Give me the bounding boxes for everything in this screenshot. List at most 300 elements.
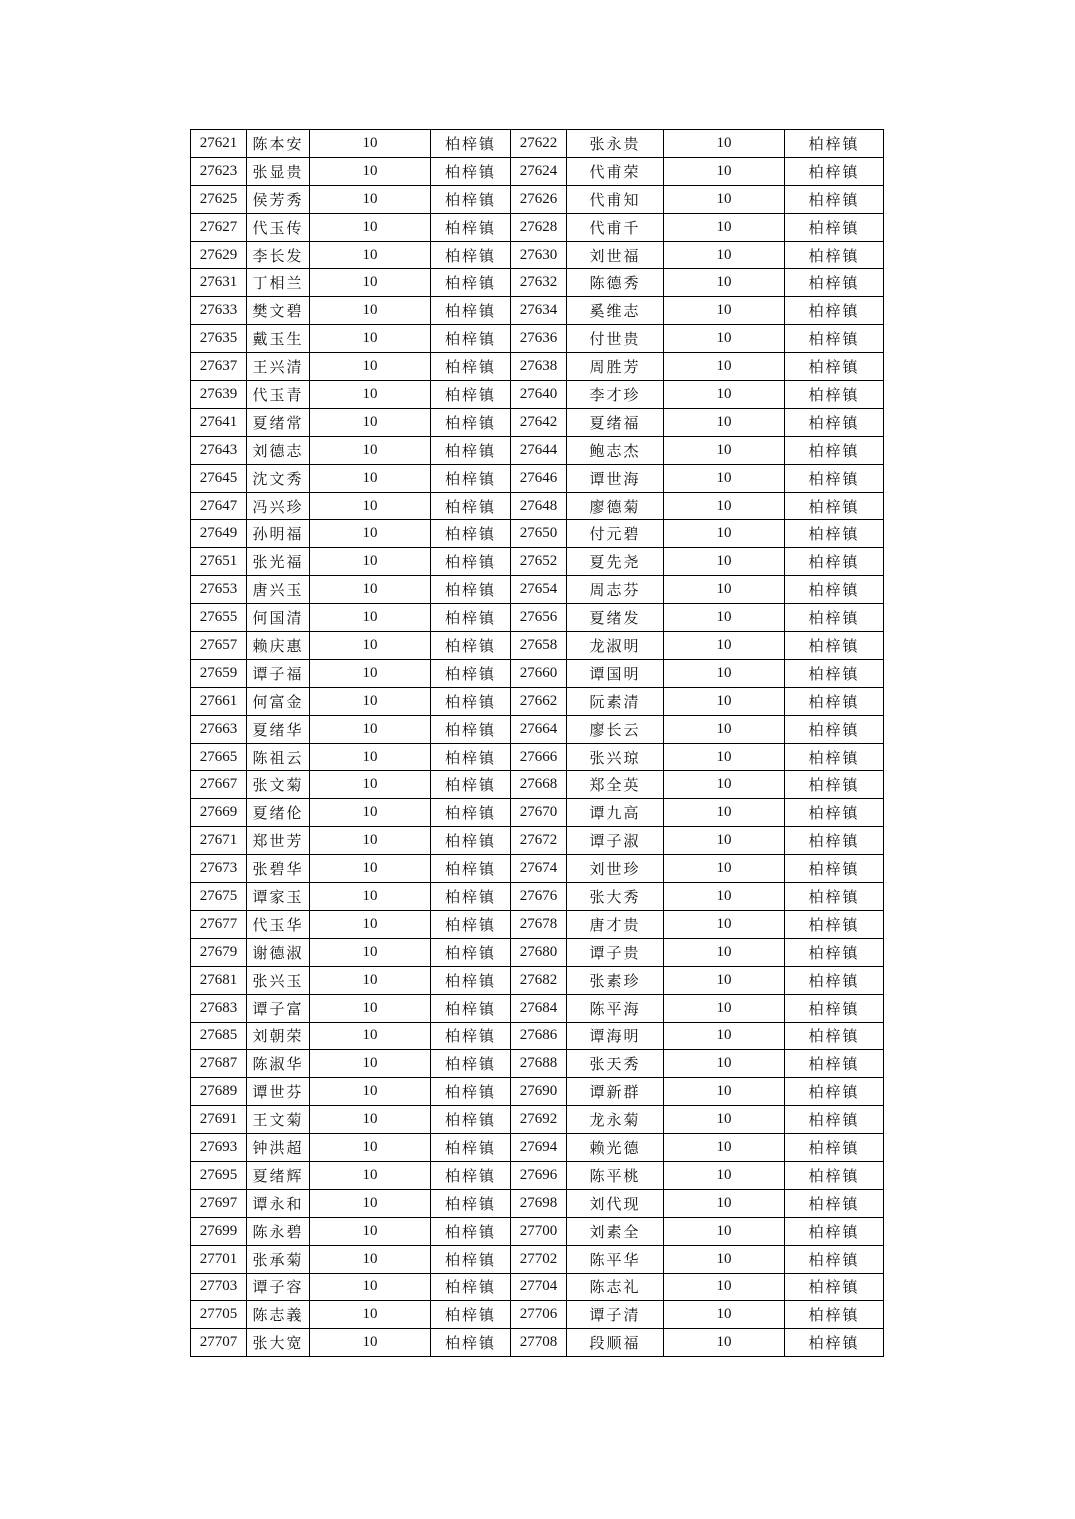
id-cell: 27656: [511, 604, 567, 632]
amount-cell: 10: [664, 464, 785, 492]
name-cell: 孙明福: [247, 520, 310, 548]
id-cell: 27653: [191, 576, 247, 604]
id-cell: 27652: [511, 548, 567, 576]
amount-cell: 10: [310, 1078, 431, 1106]
name-cell: 沈文秀: [247, 464, 310, 492]
amount-cell: 10: [664, 548, 785, 576]
table-row: [191, 1050, 884, 1078]
town-cell: 柏梓镇: [431, 659, 511, 687]
town-cell: 柏梓镇: [431, 1106, 511, 1134]
town-cell: 柏梓镇: [785, 632, 884, 660]
table-row: [191, 855, 884, 883]
amount-cell: 10: [310, 1106, 431, 1134]
town-cell: 柏梓镇: [785, 1050, 884, 1078]
id-cell: 27627: [191, 213, 247, 241]
name-cell: 陈祖云: [247, 743, 310, 771]
amount-cell: 10: [310, 353, 431, 381]
name-cell: 谭九高: [567, 799, 664, 827]
town-cell: 柏梓镇: [785, 1078, 884, 1106]
name-cell: 龙淑明: [567, 632, 664, 660]
id-cell: 27707: [191, 1329, 247, 1357]
table-row: [191, 1301, 884, 1329]
id-cell: 27685: [191, 1022, 247, 1050]
id-cell: 27706: [511, 1301, 567, 1329]
id-cell: 27644: [511, 436, 567, 464]
amount-cell: 10: [664, 1245, 785, 1273]
id-cell: 27641: [191, 408, 247, 436]
amount-cell: 10: [664, 408, 785, 436]
id-cell: 27675: [191, 883, 247, 911]
town-cell: 柏梓镇: [431, 213, 511, 241]
town-cell: 柏梓镇: [785, 771, 884, 799]
id-cell: 27657: [191, 632, 247, 660]
town-cell: 柏梓镇: [431, 1050, 511, 1078]
id-cell: 27683: [191, 994, 247, 1022]
table-row: [191, 883, 884, 911]
table-row: [191, 1217, 884, 1245]
name-cell: 张显贵: [247, 157, 310, 185]
town-cell: 柏梓镇: [431, 436, 511, 464]
name-cell: 张素珍: [567, 966, 664, 994]
id-cell: 27654: [511, 576, 567, 604]
id-cell: 27678: [511, 910, 567, 938]
name-cell: 张永贵: [567, 130, 664, 158]
name-cell: 张承菊: [247, 1245, 310, 1273]
amount-cell: 10: [310, 632, 431, 660]
table-row: [191, 1134, 884, 1162]
town-cell: 柏梓镇: [431, 520, 511, 548]
name-cell: 谭子容: [247, 1273, 310, 1301]
name-cell: 赖庆惠: [247, 632, 310, 660]
amount-cell: 10: [310, 910, 431, 938]
name-cell: 郑世芳: [247, 827, 310, 855]
amount-cell: 10: [664, 1050, 785, 1078]
name-cell: 张兴琼: [567, 743, 664, 771]
name-cell: 谭世海: [567, 464, 664, 492]
id-cell: 27703: [191, 1273, 247, 1301]
id-cell: 27660: [511, 659, 567, 687]
town-cell: 柏梓镇: [785, 715, 884, 743]
name-cell: 张光福: [247, 548, 310, 576]
id-cell: 27708: [511, 1329, 567, 1357]
town-cell: 柏梓镇: [785, 966, 884, 994]
id-cell: 27671: [191, 827, 247, 855]
amount-cell: 10: [664, 269, 785, 297]
id-cell: 27682: [511, 966, 567, 994]
town-cell: 柏梓镇: [785, 269, 884, 297]
id-cell: 27624: [511, 157, 567, 185]
amount-cell: 10: [664, 353, 785, 381]
amount-cell: 10: [310, 381, 431, 409]
table-row: [191, 604, 884, 632]
name-cell: 代甫荣: [567, 157, 664, 185]
id-cell: 27663: [191, 715, 247, 743]
amount-cell: 10: [310, 687, 431, 715]
amount-cell: 10: [310, 715, 431, 743]
amount-cell: 10: [664, 1189, 785, 1217]
name-cell: 何国清: [247, 604, 310, 632]
name-cell: 代玉青: [247, 381, 310, 409]
id-cell: 27650: [511, 520, 567, 548]
name-cell: 代甫知: [567, 185, 664, 213]
amount-cell: 10: [310, 743, 431, 771]
amount-cell: 10: [310, 799, 431, 827]
id-cell: 27646: [511, 464, 567, 492]
name-cell: 陈志礼: [567, 1273, 664, 1301]
table-row: [191, 269, 884, 297]
town-cell: 柏梓镇: [785, 1161, 884, 1189]
amount-cell: 10: [664, 520, 785, 548]
name-cell: 陈平华: [567, 1245, 664, 1273]
table-row: [191, 827, 884, 855]
town-cell: 柏梓镇: [431, 715, 511, 743]
amount-cell: 10: [664, 799, 785, 827]
town-cell: 柏梓镇: [431, 910, 511, 938]
amount-cell: 10: [664, 1301, 785, 1329]
town-cell: 柏梓镇: [785, 1245, 884, 1273]
id-cell: 27662: [511, 687, 567, 715]
name-cell: 陈淑华: [247, 1050, 310, 1078]
amount-cell: 10: [664, 659, 785, 687]
id-cell: 27705: [191, 1301, 247, 1329]
name-cell: 陈平海: [567, 994, 664, 1022]
name-cell: 夏先尧: [567, 548, 664, 576]
table-row: [191, 771, 884, 799]
name-cell: 谭子贵: [567, 938, 664, 966]
id-cell: 27648: [511, 492, 567, 520]
amount-cell: 10: [310, 1134, 431, 1162]
amount-cell: 10: [664, 938, 785, 966]
town-cell: 柏梓镇: [785, 492, 884, 520]
town-cell: 柏梓镇: [785, 994, 884, 1022]
id-cell: 27701: [191, 1245, 247, 1273]
id-cell: 27651: [191, 548, 247, 576]
town-cell: 柏梓镇: [785, 213, 884, 241]
table-row: [191, 910, 884, 938]
name-cell: 谭子富: [247, 994, 310, 1022]
id-cell: 27687: [191, 1050, 247, 1078]
town-cell: 柏梓镇: [431, 1078, 511, 1106]
amount-cell: 10: [664, 576, 785, 604]
table-row: [191, 1161, 884, 1189]
table-row: [191, 436, 884, 464]
town-cell: 柏梓镇: [785, 436, 884, 464]
name-cell: 钟洪超: [247, 1134, 310, 1162]
name-cell: 刘朝荣: [247, 1022, 310, 1050]
name-cell: 戴玉生: [247, 325, 310, 353]
town-cell: 柏梓镇: [431, 297, 511, 325]
amount-cell: 10: [310, 1329, 431, 1357]
id-cell: 27670: [511, 799, 567, 827]
amount-cell: 10: [310, 1050, 431, 1078]
amount-cell: 10: [664, 855, 785, 883]
id-cell: 27625: [191, 185, 247, 213]
id-cell: 27696: [511, 1161, 567, 1189]
id-cell: 27693: [191, 1134, 247, 1162]
id-cell: 27692: [511, 1106, 567, 1134]
id-cell: 27623: [191, 157, 247, 185]
amount-cell: 10: [664, 492, 785, 520]
town-cell: 柏梓镇: [431, 408, 511, 436]
town-cell: 柏梓镇: [785, 353, 884, 381]
table-row: [191, 1078, 884, 1106]
id-cell: 27659: [191, 659, 247, 687]
name-cell: 夏绪伦: [247, 799, 310, 827]
town-cell: 柏梓镇: [431, 1245, 511, 1273]
amount-cell: 10: [664, 241, 785, 269]
amount-cell: 10: [664, 883, 785, 911]
town-cell: 柏梓镇: [431, 464, 511, 492]
name-cell: 侯芳秀: [247, 185, 310, 213]
table-row: [191, 548, 884, 576]
amount-cell: 10: [310, 1022, 431, 1050]
town-cell: 柏梓镇: [785, 325, 884, 353]
town-cell: 柏梓镇: [785, 1022, 884, 1050]
id-cell: 27680: [511, 938, 567, 966]
id-cell: 27681: [191, 966, 247, 994]
id-cell: 27647: [191, 492, 247, 520]
id-cell: 27626: [511, 185, 567, 213]
table-row: [191, 687, 884, 715]
name-cell: 张大秀: [567, 883, 664, 911]
id-cell: 27695: [191, 1161, 247, 1189]
amount-cell: 10: [310, 464, 431, 492]
town-cell: 柏梓镇: [431, 743, 511, 771]
name-cell: 王文菊: [247, 1106, 310, 1134]
table-row: [191, 130, 884, 158]
amount-cell: 10: [664, 130, 785, 158]
id-cell: 27636: [511, 325, 567, 353]
name-cell: 陈本安: [247, 130, 310, 158]
id-cell: 27631: [191, 269, 247, 297]
name-cell: 冯兴珍: [247, 492, 310, 520]
id-cell: 27633: [191, 297, 247, 325]
amount-cell: 10: [310, 130, 431, 158]
name-cell: 谭子清: [567, 1301, 664, 1329]
name-cell: 阮素清: [567, 687, 664, 715]
id-cell: 27638: [511, 353, 567, 381]
amount-cell: 10: [310, 604, 431, 632]
amount-cell: 10: [310, 1217, 431, 1245]
table-row: [191, 576, 884, 604]
town-cell: 柏梓镇: [785, 548, 884, 576]
amount-cell: 10: [310, 241, 431, 269]
amount-cell: 10: [664, 632, 785, 660]
amount-cell: 10: [310, 827, 431, 855]
town-cell: 柏梓镇: [785, 1301, 884, 1329]
town-cell: 柏梓镇: [431, 799, 511, 827]
name-cell: 刘世福: [567, 241, 664, 269]
name-cell: 付世贵: [567, 325, 664, 353]
table-row: [191, 1022, 884, 1050]
name-cell: 丁相兰: [247, 269, 310, 297]
town-cell: 柏梓镇: [431, 492, 511, 520]
name-cell: 夏绪辉: [247, 1161, 310, 1189]
amount-cell: 10: [664, 1022, 785, 1050]
table-row: [191, 297, 884, 325]
town-cell: 柏梓镇: [431, 1273, 511, 1301]
town-cell: 柏梓镇: [785, 464, 884, 492]
table-row: [191, 185, 884, 213]
name-cell: 周志芬: [567, 576, 664, 604]
name-cell: 张兴玉: [247, 966, 310, 994]
town-cell: 柏梓镇: [785, 381, 884, 409]
amount-cell: 10: [664, 604, 785, 632]
town-cell: 柏梓镇: [785, 1134, 884, 1162]
id-cell: 27645: [191, 464, 247, 492]
id-cell: 27637: [191, 353, 247, 381]
table-row: [191, 213, 884, 241]
amount-cell: 10: [664, 1329, 785, 1357]
amount-cell: 10: [310, 966, 431, 994]
town-cell: 柏梓镇: [785, 1273, 884, 1301]
amount-cell: 10: [664, 994, 785, 1022]
id-cell: 27691: [191, 1106, 247, 1134]
id-cell: 27639: [191, 381, 247, 409]
town-cell: 柏梓镇: [431, 632, 511, 660]
name-cell: 龙永菊: [567, 1106, 664, 1134]
name-cell: 刘代现: [567, 1189, 664, 1217]
table-row: [191, 241, 884, 269]
table-row: [191, 353, 884, 381]
town-cell: 柏梓镇: [431, 1301, 511, 1329]
name-cell: 谭新群: [567, 1078, 664, 1106]
name-cell: 唐才贵: [567, 910, 664, 938]
amount-cell: 10: [664, 743, 785, 771]
table-row: [191, 408, 884, 436]
id-cell: 27621: [191, 130, 247, 158]
table-row: [191, 659, 884, 687]
town-cell: 柏梓镇: [431, 130, 511, 158]
town-cell: 柏梓镇: [785, 1106, 884, 1134]
name-cell: 谭海明: [567, 1022, 664, 1050]
amount-cell: 10: [310, 408, 431, 436]
id-cell: 27642: [511, 408, 567, 436]
amount-cell: 10: [664, 325, 785, 353]
id-cell: 27666: [511, 743, 567, 771]
town-cell: 柏梓镇: [785, 604, 884, 632]
town-cell: 柏梓镇: [431, 548, 511, 576]
id-cell: 27704: [511, 1273, 567, 1301]
amount-cell: 10: [310, 855, 431, 883]
name-cell: 张大宽: [247, 1329, 310, 1357]
amount-cell: 10: [310, 548, 431, 576]
id-cell: 27674: [511, 855, 567, 883]
town-cell: 柏梓镇: [431, 1134, 511, 1162]
town-cell: 柏梓镇: [431, 157, 511, 185]
name-cell: 刘世珍: [567, 855, 664, 883]
town-cell: 柏梓镇: [431, 994, 511, 1022]
town-cell: 柏梓镇: [785, 157, 884, 185]
town-cell: 柏梓镇: [431, 241, 511, 269]
town-cell: 柏梓镇: [785, 827, 884, 855]
town-cell: 柏梓镇: [785, 659, 884, 687]
amount-cell: 10: [310, 325, 431, 353]
amount-cell: 10: [310, 1189, 431, 1217]
name-cell: 陈志義: [247, 1301, 310, 1329]
name-cell: 夏绪华: [247, 715, 310, 743]
id-cell: 27628: [511, 213, 567, 241]
table-row: [191, 381, 884, 409]
name-cell: 谭子福: [247, 659, 310, 687]
id-cell: 27700: [511, 1217, 567, 1245]
id-cell: 27622: [511, 130, 567, 158]
name-cell: 周胜芳: [567, 353, 664, 381]
amount-cell: 10: [664, 1106, 785, 1134]
table-row: [191, 966, 884, 994]
town-cell: 柏梓镇: [785, 520, 884, 548]
table-row: [191, 799, 884, 827]
amount-cell: 10: [664, 771, 785, 799]
table-row: [191, 464, 884, 492]
town-cell: 柏梓镇: [785, 1189, 884, 1217]
id-cell: 27672: [511, 827, 567, 855]
town-cell: 柏梓镇: [785, 130, 884, 158]
town-cell: 柏梓镇: [431, 381, 511, 409]
amount-cell: 10: [310, 1245, 431, 1273]
name-cell: 张碧华: [247, 855, 310, 883]
amount-cell: 10: [664, 1078, 785, 1106]
amount-cell: 10: [310, 185, 431, 213]
amount-cell: 10: [310, 492, 431, 520]
id-cell: 27649: [191, 520, 247, 548]
id-cell: 27629: [191, 241, 247, 269]
town-cell: 柏梓镇: [785, 185, 884, 213]
name-cell: 谭世芬: [247, 1078, 310, 1106]
table-row: [191, 1189, 884, 1217]
name-cell: 代甫千: [567, 213, 664, 241]
name-cell: 鲍志杰: [567, 436, 664, 464]
id-cell: 27668: [511, 771, 567, 799]
table-row: [191, 325, 884, 353]
id-cell: 27640: [511, 381, 567, 409]
name-cell: 谢德淑: [247, 938, 310, 966]
town-cell: 柏梓镇: [431, 855, 511, 883]
id-cell: 27673: [191, 855, 247, 883]
table-row: [191, 1106, 884, 1134]
town-cell: 柏梓镇: [785, 241, 884, 269]
amount-cell: 10: [664, 687, 785, 715]
amount-cell: 10: [664, 1161, 785, 1189]
town-cell: 柏梓镇: [785, 576, 884, 604]
table-row: [191, 743, 884, 771]
town-cell: 柏梓镇: [431, 1217, 511, 1245]
name-cell: 何富金: [247, 687, 310, 715]
name-cell: 奚维志: [567, 297, 664, 325]
name-cell: 廖长云: [567, 715, 664, 743]
name-cell: 樊文碧: [247, 297, 310, 325]
name-cell: 夏绪福: [567, 408, 664, 436]
name-cell: 陈平桃: [567, 1161, 664, 1189]
town-cell: 柏梓镇: [431, 185, 511, 213]
town-cell: 柏梓镇: [431, 1161, 511, 1189]
town-cell: 柏梓镇: [431, 827, 511, 855]
id-cell: 27702: [511, 1245, 567, 1273]
amount-cell: 10: [664, 436, 785, 464]
amount-cell: 10: [310, 157, 431, 185]
id-cell: 27686: [511, 1022, 567, 1050]
town-cell: 柏梓镇: [785, 297, 884, 325]
name-cell: 谭子淑: [567, 827, 664, 855]
table-row: [191, 994, 884, 1022]
amount-cell: 10: [310, 659, 431, 687]
amount-cell: 10: [310, 1273, 431, 1301]
town-cell: 柏梓镇: [431, 325, 511, 353]
table-row: [191, 492, 884, 520]
name-cell: 刘德志: [247, 436, 310, 464]
table-body: [191, 130, 884, 1357]
table-row: [191, 157, 884, 185]
